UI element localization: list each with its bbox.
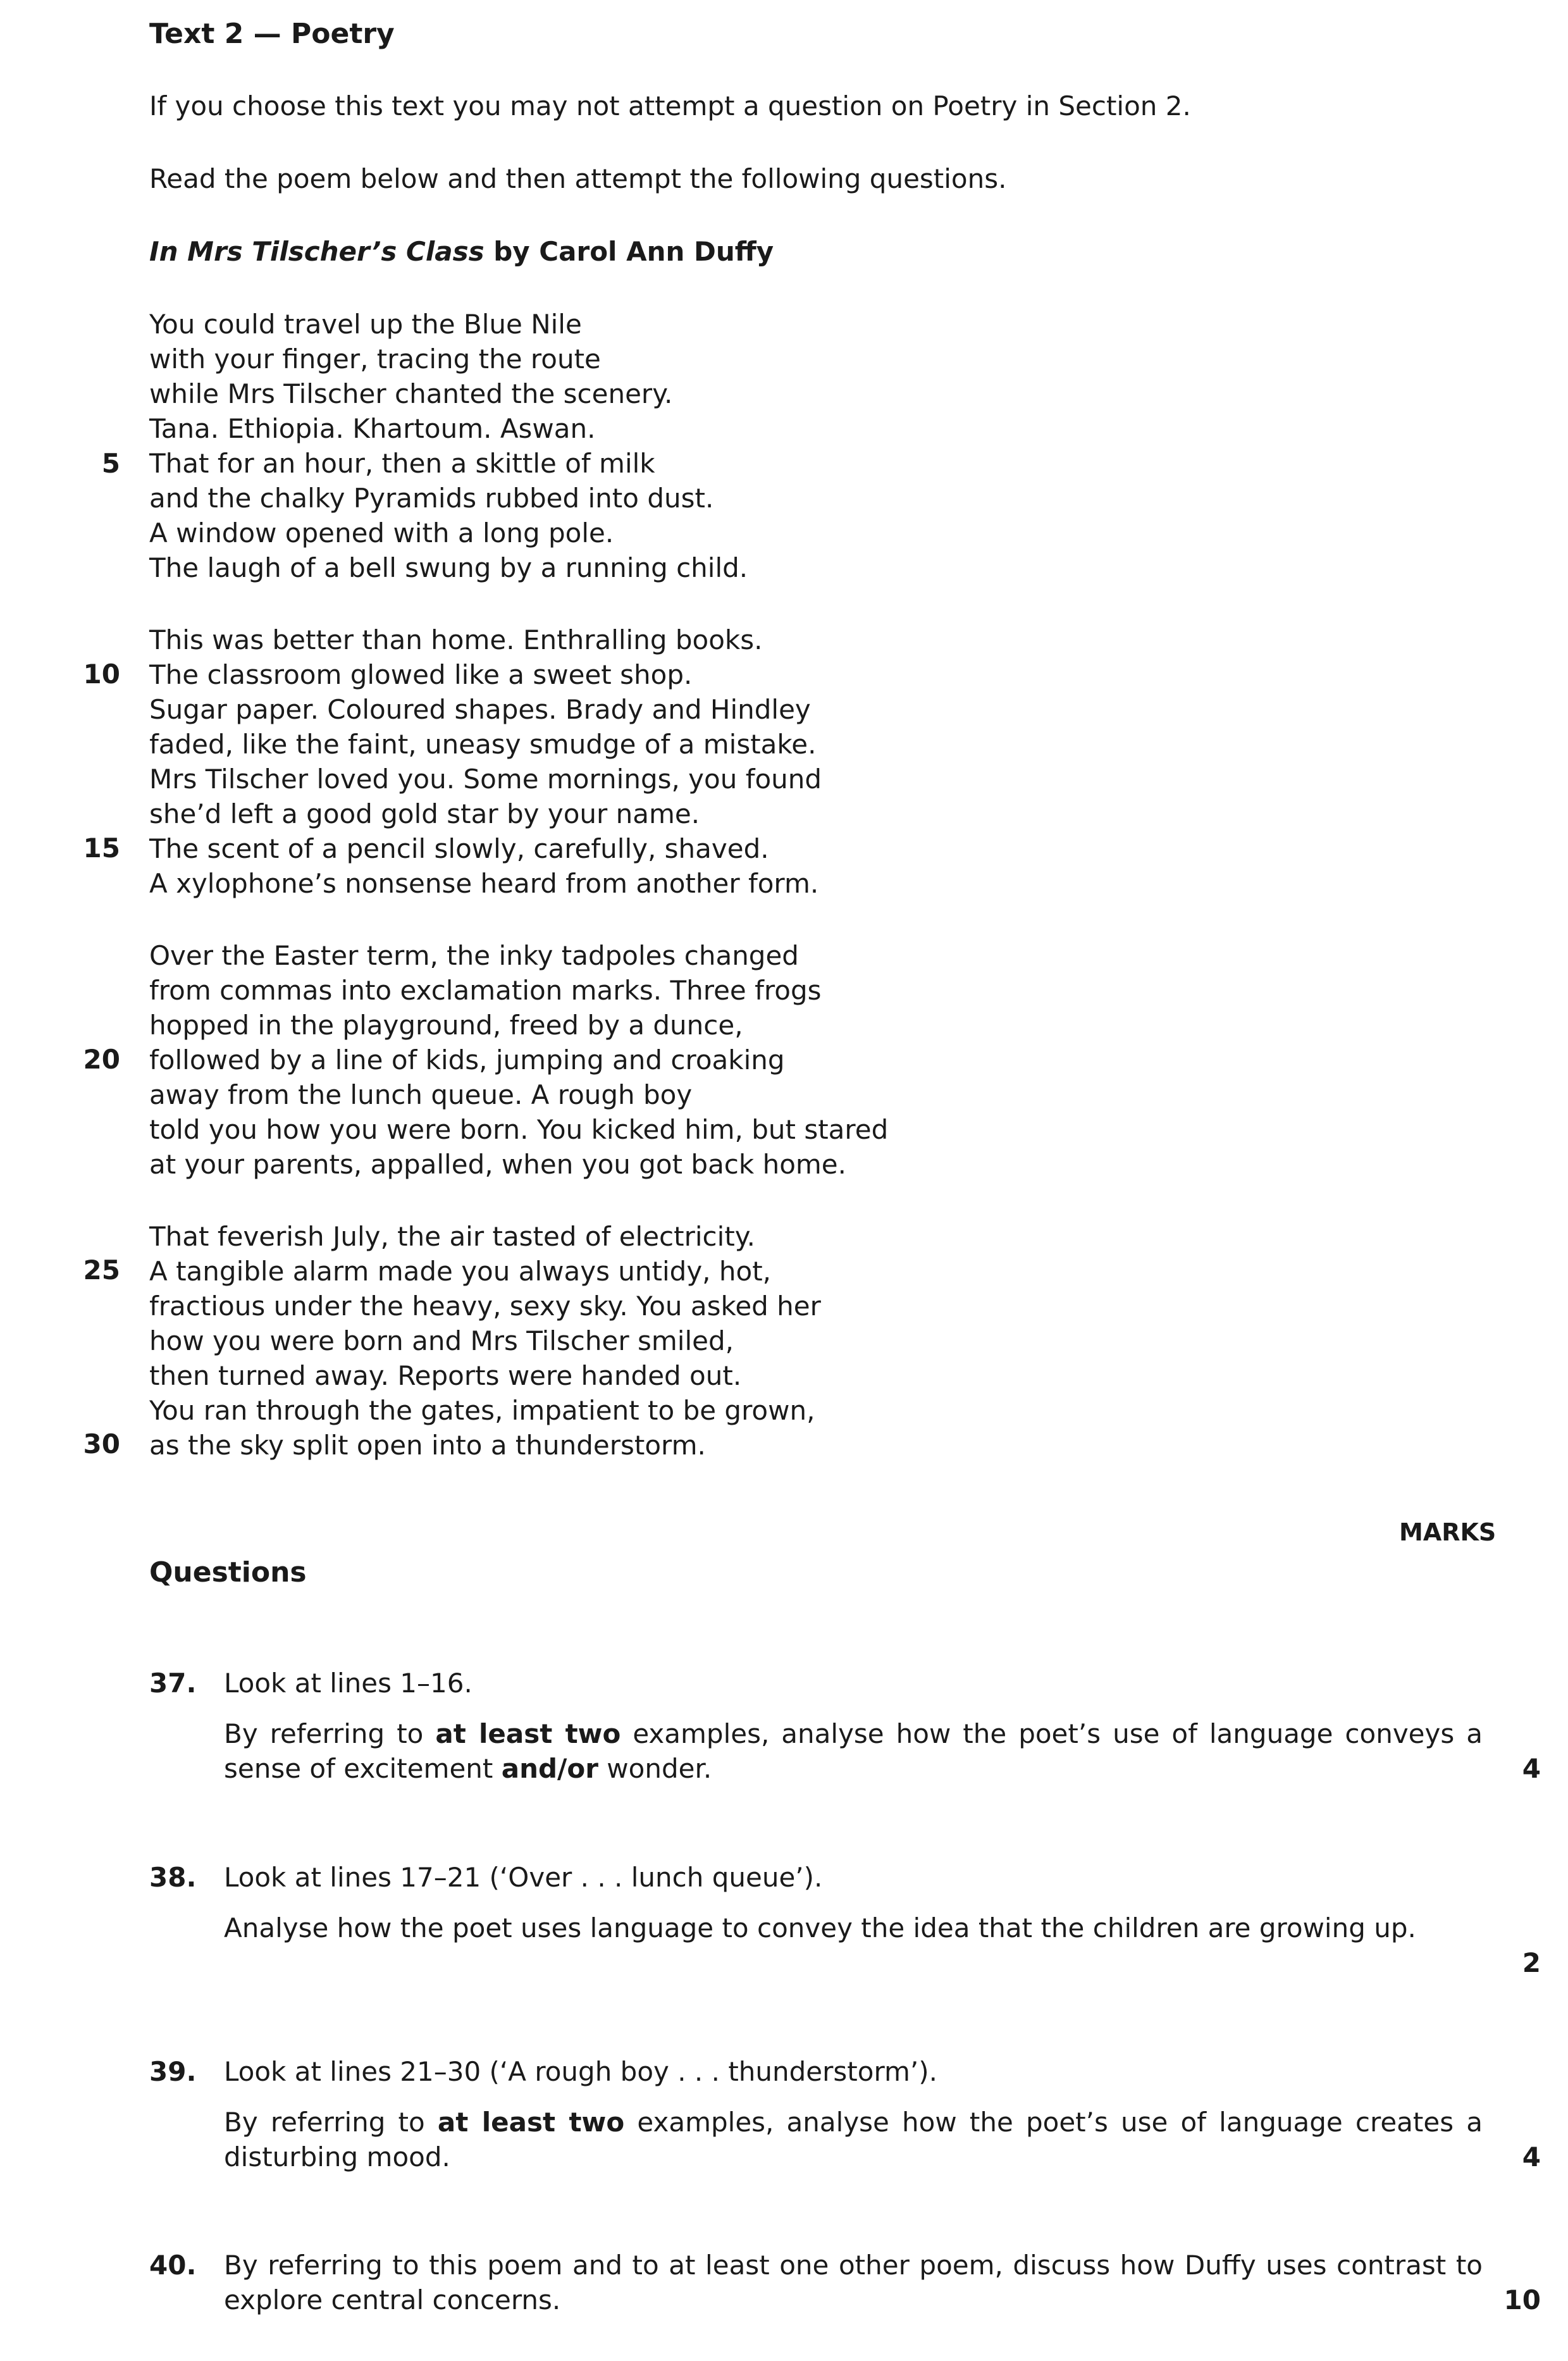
line-number-30: 30	[83, 1428, 120, 1459]
poem-line: then turned away. Reports were handed out.	[149, 1360, 742, 1391]
line-number-25: 25	[83, 1255, 120, 1286]
poem-line: she’d left a good gold star by your name.	[149, 798, 700, 829]
poem-line: Over the Easter term, the inky tadpoles changed	[149, 940, 799, 971]
question-body	[224, 1716, 1483, 1786]
body-text: By referring to	[224, 2107, 438, 2138]
poem-line: The laugh of a bell swung by a running child.	[149, 552, 748, 583]
poem-heading	[149, 234, 774, 269]
question-lead: Look at lines 21–30 (‘A rough boy . . . thunderstorm’).	[224, 2056, 937, 2087]
line-number-5: 5	[101, 448, 120, 479]
instruction-choice: If you choose this text you may not attempt a question on Poetry in Section 2.	[149, 90, 1191, 121]
poem-line: at your parents, appalled, when you got back home.	[149, 1149, 846, 1180]
question-number: 38.	[149, 1862, 197, 1893]
poem-line: away from the lunch queue. A rough boy	[149, 1079, 693, 1110]
question-marks: 2	[1522, 1947, 1541, 1978]
poem-line: A tangible alarm made you always untidy, hot,	[149, 1256, 772, 1287]
poem-line: fractious under the heavy, sexy sky. You asked her	[149, 1291, 821, 1322]
poem-line: and the chalky Pyramids rubbed into dust.	[149, 483, 714, 514]
poem-line: That feverish July, the air tasted of electricity.	[149, 1221, 756, 1252]
body-emphasis: at least two	[437, 2107, 625, 2138]
poem-line: The classroom glowed like a sweet shop.	[149, 659, 693, 690]
poem-line: That for an hour, then a skittle of milk	[149, 448, 655, 479]
poem-line: from commas into exclamation marks. Three frogs	[149, 975, 822, 1006]
poem-line: with your finger, tracing the route	[149, 344, 601, 375]
body-text: wonder.	[598, 1753, 712, 1784]
poem-line: while Mrs Tilscher chanted the scenery.	[149, 378, 673, 409]
poem-line: A xylophone’s nonsense heard from another form.	[149, 868, 819, 899]
poem-line: as the sky split open into a thunderstorm.	[149, 1430, 706, 1461]
poem-line: Mrs Tilscher loved you. Some mornings, you found	[149, 764, 822, 795]
line-number-10: 10	[83, 659, 120, 690]
poem-line: This was better than home. Enthralling books.	[149, 624, 763, 655]
question-lead: Look at lines 17–21 (‘Over . . . lunch queue’).	[224, 1862, 823, 1893]
poem-line: The scent of a pencil slowly, carefully, shaved.	[149, 833, 769, 864]
poem-line: Sugar paper. Coloured shapes. Brady and Hindley	[149, 694, 811, 725]
question-body: Analyse how the poet uses language to convey the idea that the children are growing up.	[224, 1912, 1416, 1943]
body-text: examples, analyse how the poet’s use of language creates a disturbing mood.	[224, 2107, 1483, 2172]
poem-byline: by Carol Ann Duffy	[484, 236, 774, 267]
question-number: 39.	[149, 2056, 197, 2087]
question-marks: 4	[1522, 1753, 1541, 1784]
line-number-20: 20	[83, 1044, 120, 1075]
poem-body	[149, 307, 972, 1500]
question-number: 40.	[149, 2250, 197, 2281]
instruction-read: Read the poem below and then attempt the following questions.	[149, 163, 1007, 194]
question-body: By referring to this poem and to at least one other poem, discuss how Duffy uses contrast to explore central concerns.	[224, 2250, 1483, 2315]
question-marks: 10	[1503, 2284, 1541, 2315]
stanza-2	[149, 623, 972, 901]
poem-line: followed by a line of kids, jumping and croaking	[149, 1044, 785, 1075]
question-lead: Look at lines 1–16.	[224, 1668, 472, 1699]
question-number: 37.	[149, 1668, 197, 1699]
questions-header: Questions	[149, 1556, 307, 1589]
line-number-15: 15	[83, 833, 120, 864]
body-text: By referring to	[224, 1718, 436, 1749]
stanza-3	[149, 938, 972, 1182]
section-title: Text 2 — Poetry	[149, 18, 395, 50]
poem-line: A window opened with a long pole.	[149, 517, 614, 548]
poem-line: told you how you were born. You kicked him, but stared	[149, 1114, 889, 1145]
poem-line: faded, like the faint, uneasy smudge of a mistake.	[149, 729, 817, 760]
poem-title: In Mrs Tilscher’s Class	[149, 236, 485, 267]
question-body	[224, 2105, 1483, 2174]
marks-header: MARKS	[1399, 1518, 1497, 1546]
body-text: examples, analyse how the poet’s use of language conveys a sense of excitement	[224, 1718, 1483, 1784]
poem-line: You could travel up the Blue Nile	[149, 309, 582, 340]
poem-line: how you were born and Mrs Tilscher smiled,	[149, 1325, 734, 1356]
poem-line: hopped in the playground, freed by a dunce,	[149, 1010, 743, 1041]
question-marks: 4	[1522, 2141, 1541, 2172]
poem-line: Tana. Ethiopia. Khartoum. Aswan.	[149, 413, 596, 444]
stanza-4	[149, 1219, 972, 1463]
poem-line: You ran through the gates, impatient to be grown,	[149, 1395, 815, 1426]
stanza-1	[149, 307, 972, 585]
body-emphasis: at least two	[435, 1718, 621, 1749]
body-emphasis: and/or	[501, 1753, 598, 1784]
